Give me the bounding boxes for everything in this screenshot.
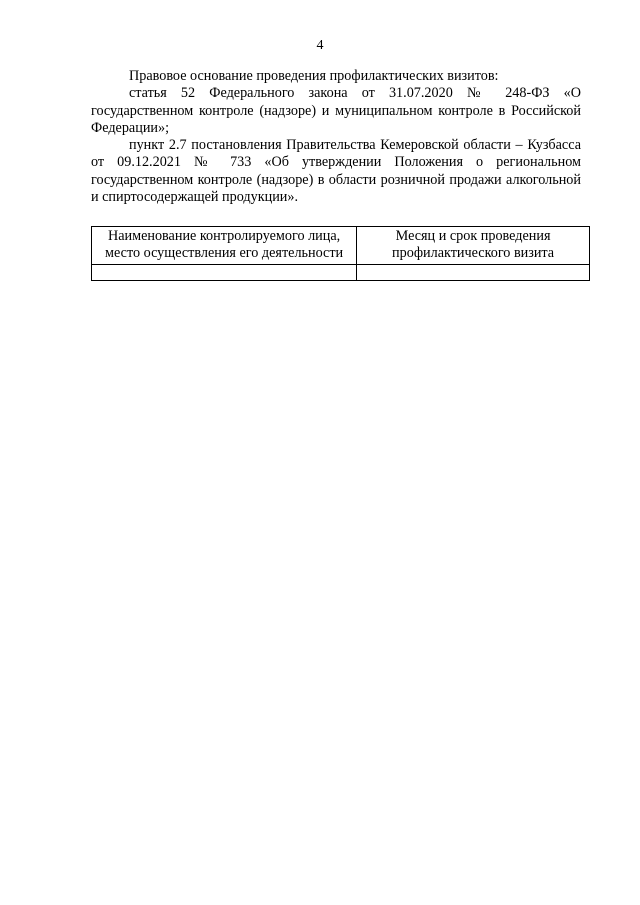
legal-basis-article-52: статья 52 Федерального закона от 31.07.2020 № 248-ФЗ «О государственном контроле (надзоре) и муниципальном контроле в Российской Федерации»; [91,85,581,136]
table-row [92,265,590,281]
visits-table [91,226,590,281]
table-cell-entity [92,265,357,281]
header-controlled-entity: Наименование контролируемого лица, место осуществления его деятельности [92,227,357,265]
header-visit-date: Месяц и срок проведения профилактического визита [357,227,590,265]
table-header-row [92,227,590,265]
document-body [91,68,581,206]
legal-basis-resolution-733: пункт 2.7 постановления Правительства Кемеровской области – Кузбасса от 09.12.2021 № 733 «Об утверждении Положения о региональном государственном контроле (надзоре) в области розничной продажи алкогольной и спиртосодержащей продукции». [91,137,581,206]
page-number: 4 [316,38,324,53]
table-cell-date [357,265,590,281]
visits-table-wrapper [91,226,590,281]
legal-basis-heading: Правовое основание проведения профилактических визитов: [129,68,499,84]
